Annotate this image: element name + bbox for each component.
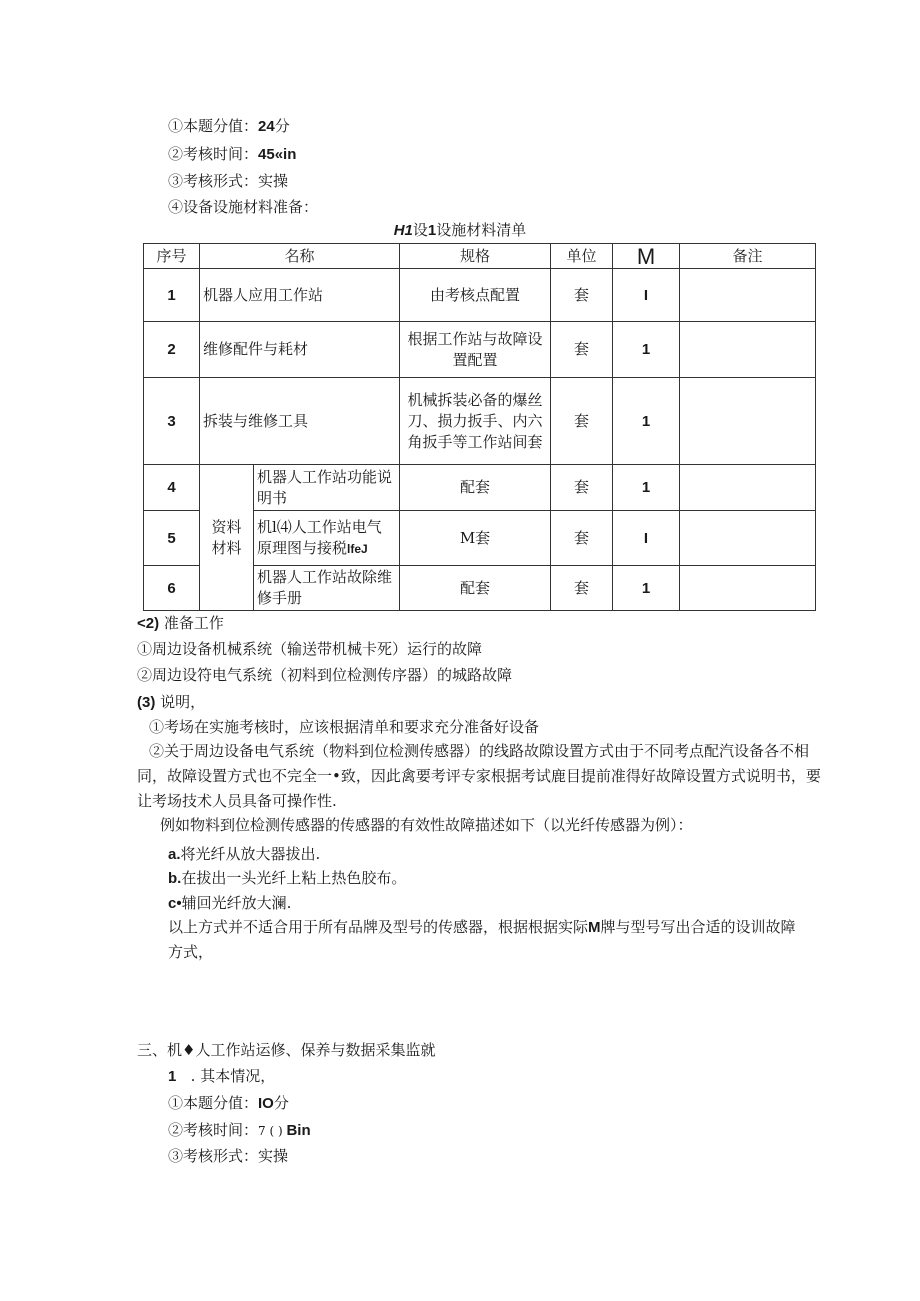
row-qty: 1 [613,322,680,378]
row-unit: 套 [551,269,613,322]
notes-heading: (3) 说明， [137,693,206,711]
row-note [680,378,816,465]
row-qty: I [613,511,680,566]
row-name: 拆装与维修工具 [200,378,400,465]
group-label: 资料 材料 [200,465,254,611]
row-no: 2 [144,322,200,378]
row-name: 维修配件与耗材 [200,322,400,378]
header-cell: 备注 [680,244,816,269]
row-no: 5 [144,511,200,566]
row-no: 1 [144,269,200,322]
row-note [680,511,816,566]
row-qty: 1 [613,465,680,511]
row-name: 机l⑷人工作站电气原理图与接税lfeJ [254,511,400,566]
row-name: 机器人工作站故除维修手册 [254,566,400,611]
row-name: 机器人应用工作站 [200,269,400,322]
row-qty: I [613,269,680,322]
row-spec: 配套 [400,566,551,611]
row-spec: 配套 [400,465,551,511]
table-row [144,322,816,378]
row-qty: 1 [613,566,680,611]
row-note [680,465,816,511]
row-note [680,566,816,611]
notes-paragraph: ②关于周边设备电气系统（物料到位检测传感器）的线路故隙设置方式由于不同考点配汽设备各不相同，故障设置方式也不完全一•致，因此禽要考评专家根据考试鹿目提前准得好故障设置方式说明书，要让考场技术人员具备可操作性. [137,742,821,810]
row-unit: 套 [551,566,613,611]
prep-work-item: ①周边设备机械系统（输送带机械卡死）运行的故障 [137,640,483,658]
header-cell: M [613,244,680,269]
section3-time-line: ②考核时间：7 ( ) Bin [168,1121,311,1139]
row-name: 机器人工作站功能说明书 [254,465,400,511]
row-unit: 套 [551,465,613,511]
header-cell: 名称 [200,244,400,269]
materials-table [143,243,816,611]
section3-subheading: 1 . 其本情况， [168,1067,276,1085]
header-cell: 规格 [400,244,551,269]
closing-line: 以上方式并不适合用于所有品牌及型号的传感器，根据根据实际M牌与型号写出合适的设训故障 [168,918,796,936]
header-cell: 序号 [144,244,200,269]
header-cell: 单位 [551,244,613,269]
form-line: ③考核形式：实操 [168,172,289,190]
row-no: 6 [144,566,200,611]
section3-form-line: ③考核形式：实操 [168,1147,289,1165]
row-unit: 套 [551,322,613,378]
step-a: a.将光纤从放大器拔出. [168,845,321,863]
table-row [144,269,816,322]
row-spec: M套 [400,511,551,566]
row-note [680,269,816,322]
row-spec: 由考核点配置 [400,269,551,322]
step-c: c•辅回光纤放大澜. [168,894,292,912]
prep-work-heading: <2) 准备工作 [137,614,224,632]
prep-line: ④设备设施材料准备： [168,198,319,216]
row-note [680,322,816,378]
row-spec: 根据工作站与故障设置配置 [400,322,551,378]
example-line: 例如物料到位检测传感器的传感器的有效性故障描述如下（以光纤传感器为例）： [160,816,693,834]
time-line: ②考核时间：45«in [168,145,297,163]
table-row [144,378,816,465]
table-row [144,465,816,511]
notes-item: ①考场在实施考核时，应该根据清单和要求充分准备好设备 [149,718,540,736]
row-no: 4 [144,465,200,511]
row-qty: 1 [613,378,680,465]
closing-line-2: 方式， [168,943,214,961]
row-no: 3 [144,378,200,465]
row-unit: 套 [551,378,613,465]
row-spec: 机械拆装必备的爆丝刀、损力扳手、内六角扳手等工作站间套 [400,378,551,465]
section3-score-line: ①本题分值：IO分 [168,1094,289,1112]
prep-work-item: ②周边设符电气系统（初料到位检测传序器）的城路故障 [137,666,513,684]
table-caption: H1设1设施材料清单 [393,221,527,239]
row-unit: 套 [551,511,613,566]
step-b: b.在拔出一头光纤上粘上热色胶布。 [168,869,407,887]
score-line: ①本题分值：24分 [168,117,290,135]
section3-title: 三、机♦人工作站运修、保养与数据采集监就 [137,1041,436,1059]
table-header-row [144,244,816,269]
